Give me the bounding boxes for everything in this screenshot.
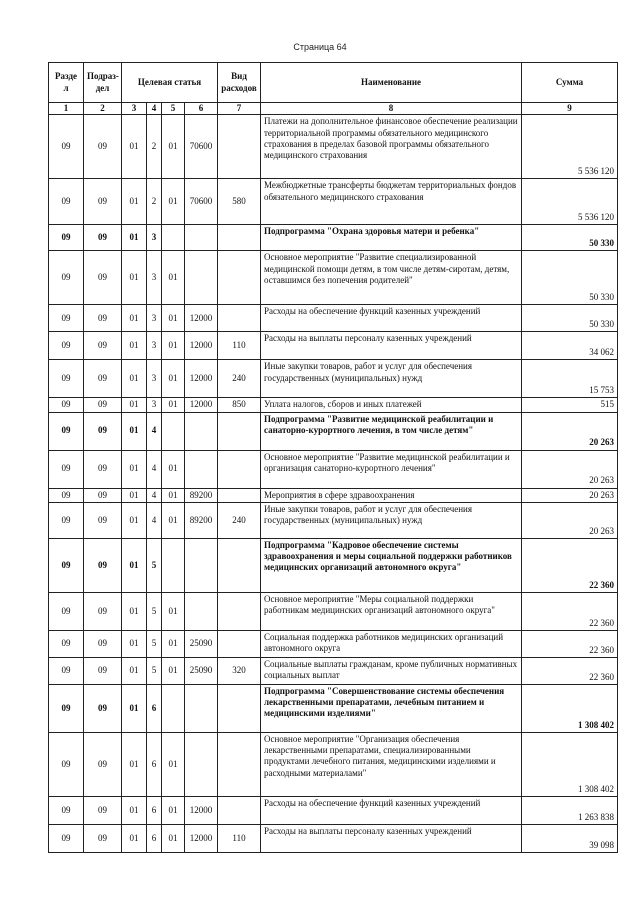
cell-name: Подпрограмма "Развитие медицинской реабилитации и санаторно-курортного лечения, в том числе детям" — [261, 412, 522, 450]
cell-expense-type — [218, 251, 261, 305]
cell-podrazdel: 09 — [84, 251, 122, 305]
cell-razdel: 09 — [49, 412, 84, 450]
cell-sum: 1 308 402 — [522, 684, 618, 732]
cell-activity: 01 — [162, 630, 185, 657]
cell-program: 01 — [122, 305, 147, 332]
cell-name: Расходы на обеспечение функций казенных учреждений — [261, 305, 522, 332]
cell-direction — [185, 732, 218, 796]
cell-direction: 12000 — [185, 360, 218, 398]
cell-sum: 5 536 120 — [522, 179, 618, 225]
cell-razdel: 09 — [49, 179, 84, 225]
cell-program: 01 — [122, 398, 147, 412]
cell-direction: 89200 — [185, 502, 218, 538]
cell-podrazdel: 09 — [84, 732, 122, 796]
cell-activity: 01 — [162, 398, 185, 412]
table-row — [49, 332, 618, 360]
cell-podrazdel: 09 — [84, 488, 122, 502]
cell-program: 01 — [122, 796, 147, 824]
cell-podrazdel: 09 — [84, 225, 122, 251]
cell-podrazdel: 09 — [84, 332, 122, 360]
cell-activity: 01 — [162, 450, 185, 488]
cell-subprogram: 3 — [147, 398, 162, 412]
table-row — [49, 225, 618, 251]
cell-program: 01 — [122, 657, 147, 684]
table-row — [49, 592, 618, 630]
cell-name: Подпрограмма "Охрана здоровья матери и ребенка" — [261, 225, 522, 251]
cell-razdel: 09 — [49, 502, 84, 538]
cell-subprogram: 2 — [147, 179, 162, 225]
header-target: Целевая статья — [122, 63, 218, 103]
cell-subprogram: 3 — [147, 332, 162, 360]
cell-razdel: 09 — [49, 630, 84, 657]
cell-sum: 22 360 — [522, 657, 618, 684]
cell-program: 01 — [122, 488, 147, 502]
cell-expense-type — [218, 796, 261, 824]
cell-expense-type — [218, 225, 261, 251]
cell-program: 01 — [122, 360, 147, 398]
cell-subprogram: 4 — [147, 502, 162, 538]
cell-expense-type — [218, 630, 261, 657]
cell-name: Основное мероприятие "Развитие медицинской реабилитации и организация санаторно-курортного лечения" — [261, 450, 522, 488]
cell-name: Мероприятия в сфере здравоохранения — [261, 488, 522, 502]
cell-direction — [185, 592, 218, 630]
cell-program: 01 — [122, 332, 147, 360]
cell-razdel: 09 — [49, 824, 84, 852]
cell-expense-type — [218, 732, 261, 796]
page-number-label: Страница 64 — [293, 42, 347, 52]
cell-expense-type — [218, 450, 261, 488]
cell-activity: 01 — [162, 592, 185, 630]
cell-direction: 25090 — [185, 657, 218, 684]
cell-name: Подпрограмма "Совершенствование системы обеспечения лекарственными препаратами, лечебным питанием и медицинскими изделиями" — [261, 684, 522, 732]
cell-subprogram: 3 — [147, 360, 162, 398]
cell-direction — [185, 684, 218, 732]
cell-podrazdel: 09 — [84, 796, 122, 824]
cell-program: 01 — [122, 179, 147, 225]
cell-expense-type: 240 — [218, 360, 261, 398]
cell-direction: 12000 — [185, 398, 218, 412]
cell-podrazdel: 09 — [84, 450, 122, 488]
cell-expense-type — [218, 412, 261, 450]
cell-direction: 12000 — [185, 305, 218, 332]
col-number: 3 — [122, 103, 147, 115]
cell-razdel: 09 — [49, 225, 84, 251]
cell-expense-type: 320 — [218, 657, 261, 684]
table-row — [49, 115, 618, 179]
cell-activity — [162, 684, 185, 732]
header-row — [49, 63, 618, 103]
cell-razdel: 09 — [49, 251, 84, 305]
cell-sum: 39 098 — [522, 824, 618, 852]
col-number: 9 — [522, 103, 618, 115]
cell-direction: 12000 — [185, 332, 218, 360]
cell-name: Уплата налогов, сборов и иных платежей — [261, 398, 522, 412]
cell-activity — [162, 412, 185, 450]
table-row — [49, 360, 618, 398]
col-number: 6 — [185, 103, 218, 115]
cell-activity: 01 — [162, 251, 185, 305]
cell-razdel: 09 — [49, 360, 84, 398]
cell-activity — [162, 225, 185, 251]
cell-program: 01 — [122, 732, 147, 796]
cell-name: Социальные выплаты гражданам, кроме публичных нормативных социальных выплат — [261, 657, 522, 684]
cell-direction: 25090 — [185, 630, 218, 657]
cell-podrazdel: 09 — [84, 657, 122, 684]
cell-activity: 01 — [162, 488, 185, 502]
cell-subprogram: 5 — [147, 592, 162, 630]
cell-razdel: 09 — [49, 115, 84, 179]
header-sum: Сумма — [522, 63, 618, 103]
cell-razdel: 09 — [49, 450, 84, 488]
cell-razdel: 09 — [49, 538, 84, 592]
cell-sum: 20 263 — [522, 502, 618, 538]
cell-subprogram: 5 — [147, 657, 162, 684]
cell-razdel: 09 — [49, 796, 84, 824]
cell-razdel: 09 — [49, 488, 84, 502]
cell-name: Иные закупки товаров, работ и услуг для обеспечения государственных (муниципальных) нужд — [261, 502, 522, 538]
cell-activity: 01 — [162, 332, 185, 360]
cell-sum: 1 308 402 — [522, 732, 618, 796]
cell-subprogram: 5 — [147, 538, 162, 592]
col-number: 2 — [84, 103, 122, 115]
header-podrazdel: Подраз- дел — [84, 63, 122, 103]
table-row — [49, 412, 618, 450]
cell-sum: 50 330 — [522, 305, 618, 332]
cell-activity: 01 — [162, 115, 185, 179]
cell-name: Платежи на дополнительное финансовое обеспечение реализации территориальной программы обязательного медицинского страхования в пределах базовой программы обязательного медицинского страхования — [261, 115, 522, 179]
cell-sum: 515 — [522, 398, 618, 412]
cell-program: 01 — [122, 412, 147, 450]
cell-subprogram: 3 — [147, 305, 162, 332]
cell-program: 01 — [122, 630, 147, 657]
table-row — [49, 502, 618, 538]
cell-podrazdel: 09 — [84, 115, 122, 179]
cell-sum: 50 330 — [522, 251, 618, 305]
cell-subprogram: 3 — [147, 251, 162, 305]
cell-podrazdel: 09 — [84, 412, 122, 450]
cell-direction — [185, 412, 218, 450]
cell-program: 01 — [122, 824, 147, 852]
cell-direction — [185, 450, 218, 488]
cell-sum: 22 360 — [522, 538, 618, 592]
cell-podrazdel: 09 — [84, 630, 122, 657]
cell-expense-type — [218, 538, 261, 592]
cell-expense-type: 240 — [218, 502, 261, 538]
table-row — [49, 251, 618, 305]
cell-expense-type: 580 — [218, 179, 261, 225]
cell-expense-type: 850 — [218, 398, 261, 412]
cell-subprogram: 6 — [147, 824, 162, 852]
cell-activity: 01 — [162, 360, 185, 398]
cell-name: Социальная поддержка работников медицинских организаций автономного округа — [261, 630, 522, 657]
cell-activity: 01 — [162, 732, 185, 796]
header-vid: Вид расходов — [218, 63, 261, 103]
cell-podrazdel: 09 — [84, 538, 122, 592]
table-row — [49, 488, 618, 502]
table-row — [49, 630, 618, 657]
cell-razdel: 09 — [49, 684, 84, 732]
cell-razdel: 09 — [49, 305, 84, 332]
cell-name: Межбюджетные трансферты бюджетам территориальных фондов обязательного медицинского страхования — [261, 179, 522, 225]
col-number: 4 — [147, 103, 162, 115]
cell-direction — [185, 225, 218, 251]
table-row — [49, 657, 618, 684]
cell-direction: 89200 — [185, 488, 218, 502]
table-row — [49, 398, 618, 412]
cell-subprogram: 5 — [147, 630, 162, 657]
cell-program: 01 — [122, 538, 147, 592]
column-number-row — [49, 103, 618, 115]
cell-razdel: 09 — [49, 398, 84, 412]
cell-sum: 20 263 — [522, 412, 618, 450]
table-row — [49, 538, 618, 592]
cell-subprogram: 6 — [147, 684, 162, 732]
cell-activity: 01 — [162, 657, 185, 684]
cell-name: Основное мероприятие "Меры социальной поддержки работникам медицинских организаций автономного округа" — [261, 592, 522, 630]
cell-activity — [162, 538, 185, 592]
cell-activity: 01 — [162, 502, 185, 538]
cell-sum: 22 360 — [522, 630, 618, 657]
cell-subprogram: 3 — [147, 225, 162, 251]
cell-activity: 01 — [162, 796, 185, 824]
cell-sum: 20 263 — [522, 450, 618, 488]
table-row — [49, 179, 618, 225]
cell-sum: 1 263 838 — [522, 796, 618, 824]
cell-program: 01 — [122, 251, 147, 305]
cell-name: Расходы на обеспечение функций казенных учреждений — [261, 796, 522, 824]
cell-program: 01 — [122, 592, 147, 630]
cell-program: 01 — [122, 225, 147, 251]
cell-sum: 50 330 — [522, 225, 618, 251]
cell-sum: 34 062 — [522, 332, 618, 360]
header-name: Наименование — [261, 63, 522, 103]
table-row — [49, 796, 618, 824]
cell-direction: 70600 — [185, 179, 218, 225]
table-row — [49, 732, 618, 796]
col-number: 8 — [261, 103, 522, 115]
cell-expense-type — [218, 305, 261, 332]
cell-subprogram: 4 — [147, 412, 162, 450]
cell-podrazdel: 09 — [84, 398, 122, 412]
cell-activity: 01 — [162, 305, 185, 332]
cell-podrazdel: 09 — [84, 502, 122, 538]
cell-subprogram: 4 — [147, 450, 162, 488]
cell-podrazdel: 09 — [84, 592, 122, 630]
cell-subprogram: 6 — [147, 796, 162, 824]
cell-sum: 5 536 120 — [522, 115, 618, 179]
cell-sum: 22 360 — [522, 592, 618, 630]
table-row — [49, 305, 618, 332]
col-number: 5 — [162, 103, 185, 115]
cell-activity: 01 — [162, 179, 185, 225]
cell-expense-type — [218, 684, 261, 732]
cell-subprogram: 4 — [147, 488, 162, 502]
cell-program: 01 — [122, 684, 147, 732]
table-row — [49, 450, 618, 488]
cell-program: 01 — [122, 450, 147, 488]
cell-expense-type: 110 — [218, 332, 261, 360]
table-row — [49, 824, 618, 852]
cell-program: 01 — [122, 502, 147, 538]
cell-subprogram: 2 — [147, 115, 162, 179]
cell-subprogram: 6 — [147, 732, 162, 796]
budget-table — [48, 62, 618, 853]
cell-direction: 70600 — [185, 115, 218, 179]
cell-expense-type: 110 — [218, 824, 261, 852]
cell-program: 01 — [122, 115, 147, 179]
cell-name: Иные закупки товаров, работ и услуг для обеспечения государственных (муниципальных) нужд — [261, 360, 522, 398]
cell-sum: 15 753 — [522, 360, 618, 398]
cell-podrazdel: 09 — [84, 684, 122, 732]
cell-razdel: 09 — [49, 332, 84, 360]
cell-direction — [185, 538, 218, 592]
cell-expense-type — [218, 115, 261, 179]
cell-razdel: 09 — [49, 657, 84, 684]
cell-activity: 01 — [162, 824, 185, 852]
cell-direction — [185, 251, 218, 305]
cell-razdel: 09 — [49, 592, 84, 630]
cell-expense-type — [218, 488, 261, 502]
header-razdel: Разде л — [49, 63, 84, 103]
cell-direction: 12000 — [185, 796, 218, 824]
cell-podrazdel: 09 — [84, 179, 122, 225]
cell-expense-type — [218, 592, 261, 630]
cell-name: Основное мероприятие "Развитие специализированной медицинской помощи детям, в том числе детям-сиротам, детям, оставшимся без попечения родителей" — [261, 251, 522, 305]
cell-podrazdel: 09 — [84, 360, 122, 398]
cell-name: Расходы на выплаты персоналу казенных учреждений — [261, 824, 522, 852]
cell-name: Подпрограмма "Кадровое обеспечение системы здравоохранения и меры социальной поддержки работников медицинских организаций автономного округа" — [261, 538, 522, 592]
cell-podrazdel: 09 — [84, 305, 122, 332]
cell-name: Расходы на выплаты персоналу казенных учреждений — [261, 332, 522, 360]
col-number: 7 — [218, 103, 261, 115]
cell-direction: 12000 — [185, 824, 218, 852]
cell-razdel: 09 — [49, 732, 84, 796]
table-row — [49, 684, 618, 732]
cell-name: Основное мероприятие "Организация обеспечения лекарственными препаратами, специализированными продуктами лечебного питания, медицинскими изделиями и расходными материалами" — [261, 732, 522, 796]
col-number: 1 — [49, 103, 84, 115]
cell-podrazdel: 09 — [84, 824, 122, 852]
cell-sum: 20 263 — [522, 488, 618, 502]
